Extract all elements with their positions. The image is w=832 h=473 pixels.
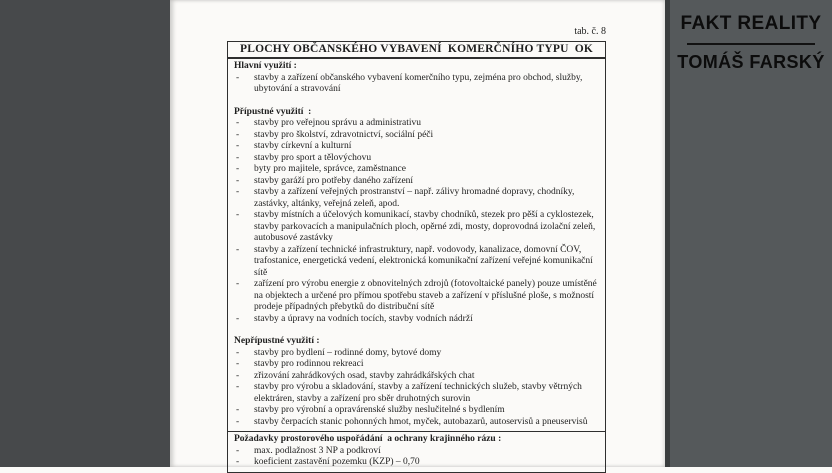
list-item-text: stavby pro školství, zdravotnictví, sociální péči [254, 129, 434, 140]
list-item [234, 279, 597, 314]
bullet-dash: - [236, 313, 240, 324]
agent-name: TOMÁŠ FARSKÝ [677, 52, 825, 72]
list-item-text: koeficient zastavění pozemku (KZP) – 0,70 [254, 457, 420, 467]
list-item-text: stavby pro rodinnou rekreaci [254, 359, 364, 369]
list-item [234, 153, 597, 165]
bullet-dash: - [236, 382, 240, 392]
brand-name: FAKT REALITY [680, 13, 822, 34]
list-item-text: stavby a zařízení občanského vybavení komerčního typu, zejména pro obchod, služby, ubytování a stravování [254, 72, 583, 94]
list-item-text: stavby místních a účelových komunikací, stavby chodníků, stezek pro pěší a cyklostezek, stavby parkovacích a manipulačních ploch, opěrné zdi, mosty, doprovodná izolační zeleň, autobusové zastávky [254, 210, 596, 243]
branding-sidebar [665, 0, 832, 467]
zoning-table [227, 41, 606, 473]
list-item-text: stavby garáží pro potřeby daného zařízení [254, 175, 414, 186]
bullet-dash: - [236, 164, 240, 174]
bullet-dash: - [236, 210, 240, 220]
bullet-dash: - [236, 457, 240, 467]
bullet-dash: - [236, 279, 240, 289]
bullet-dash: - [236, 416, 240, 427]
document-page [170, 0, 665, 467]
list-item-text: byty pro majitele, správce, zaměstnance [254, 164, 406, 174]
list-item [234, 405, 597, 417]
list-item [234, 245, 597, 280]
section [234, 107, 597, 326]
list-item-text: stavby a zařízení technické infrastruktury, např. vodovody, kanalizace, domovní ČOV, trafostanice, energetická vedení, elektronická komunikační zařízení veřejné komunikační sítě [254, 244, 593, 278]
list-item-text: stavby a úpravy na vodních tocích, stavby vodních nádrží [254, 313, 473, 324]
bullet-dash: - [236, 129, 240, 140]
section-heading: Požadavky prostorového uspořádání a ochrany krajinného rázu : [234, 434, 502, 444]
section [234, 61, 597, 96]
list-item [234, 348, 597, 360]
list-item-text: stavby a zařízení veřejných prostranství – např. zálivy hromadné dopravy, chodníky, zastávky, altánky, veřejná zeleň, apod. [254, 187, 575, 209]
list-item [234, 130, 597, 142]
bullet-dash: - [236, 118, 240, 128]
bullet-dash: - [236, 370, 240, 381]
bullet-dash: - [236, 152, 240, 163]
table-footer-cell [228, 431, 605, 472]
list-item [234, 187, 597, 210]
section [234, 434, 597, 469]
bullet-dash: - [236, 359, 240, 369]
list-item-text: stavby pro veřejnou správu a administrativu [254, 118, 422, 128]
bullet-dash: - [236, 347, 240, 358]
list-item [234, 446, 597, 458]
list-item [234, 210, 597, 245]
brand-divider [687, 43, 815, 45]
bullet-dash: - [236, 187, 240, 197]
list-item [234, 118, 597, 130]
table-number-label: tab. č. 8 [574, 26, 606, 37]
list-item [234, 141, 597, 153]
list-item-text: stavby církevní a kulturní [254, 141, 352, 151]
bullet-dash: - [236, 405, 240, 415]
list-item-text: zřizování zahrádkových osad, stavby zahrádkářských chat [254, 370, 475, 381]
list-item [234, 382, 597, 405]
bullet-dash: - [236, 141, 240, 151]
list-item-text: stavby pro výrobu a skladování, stavby a zařízení technických služeb, stavby větrných elektráren, stavby a zařízení pro sběr druhotných surovin [254, 382, 582, 404]
bullet-dash: - [236, 244, 240, 255]
list-item-text: stavby pro výrobní a opravárenské služby neslučitelné s bydlením [254, 405, 505, 415]
list-item [234, 314, 597, 326]
list-item-text: stavby čerpacích stanic pohonných hmot, myček, autobazarů, autoservisů a pneuservisů [254, 416, 588, 427]
table-main-cell [228, 59, 605, 431]
section-heading: Přípustné využití : [234, 106, 312, 117]
list-item-text: max. podlažnost 3 NP a podkroví [254, 445, 381, 456]
section-heading: Hlavní využití : [234, 61, 297, 71]
list-item [234, 176, 597, 188]
table-title: PLOCHY OBČANSKÉHO VYBAVENÍ KOMERČNÍHO TYPU OK [228, 42, 605, 59]
bullet-dash: - [236, 175, 240, 186]
list-item [234, 371, 597, 383]
section [234, 336, 597, 428]
left-letterbox-panel [0, 0, 170, 467]
bullet-dash: - [236, 445, 240, 456]
list-item [234, 164, 597, 176]
list-item [234, 73, 597, 96]
branding-block [670, 0, 832, 73]
bullet-dash: - [236, 72, 240, 83]
list-item-text: zařízení pro výrobu energie z obnovitelných zdrojů (fotovoltaické panely) pouze umístěné na objektech a určené pro přímou spotřebu staveb a zařízení v příslušné ploše, s možností prodeje případných přebytků do distribuční sítě [254, 279, 597, 312]
section-heading: Nepřípustné využití : [234, 336, 320, 346]
list-item [234, 417, 597, 429]
list-item-text: stavby pro bydlení – rodinné domy, bytové domy [254, 347, 442, 358]
list-item [234, 359, 597, 371]
list-item-text: stavby pro sport a tělovýchovu [254, 152, 372, 163]
